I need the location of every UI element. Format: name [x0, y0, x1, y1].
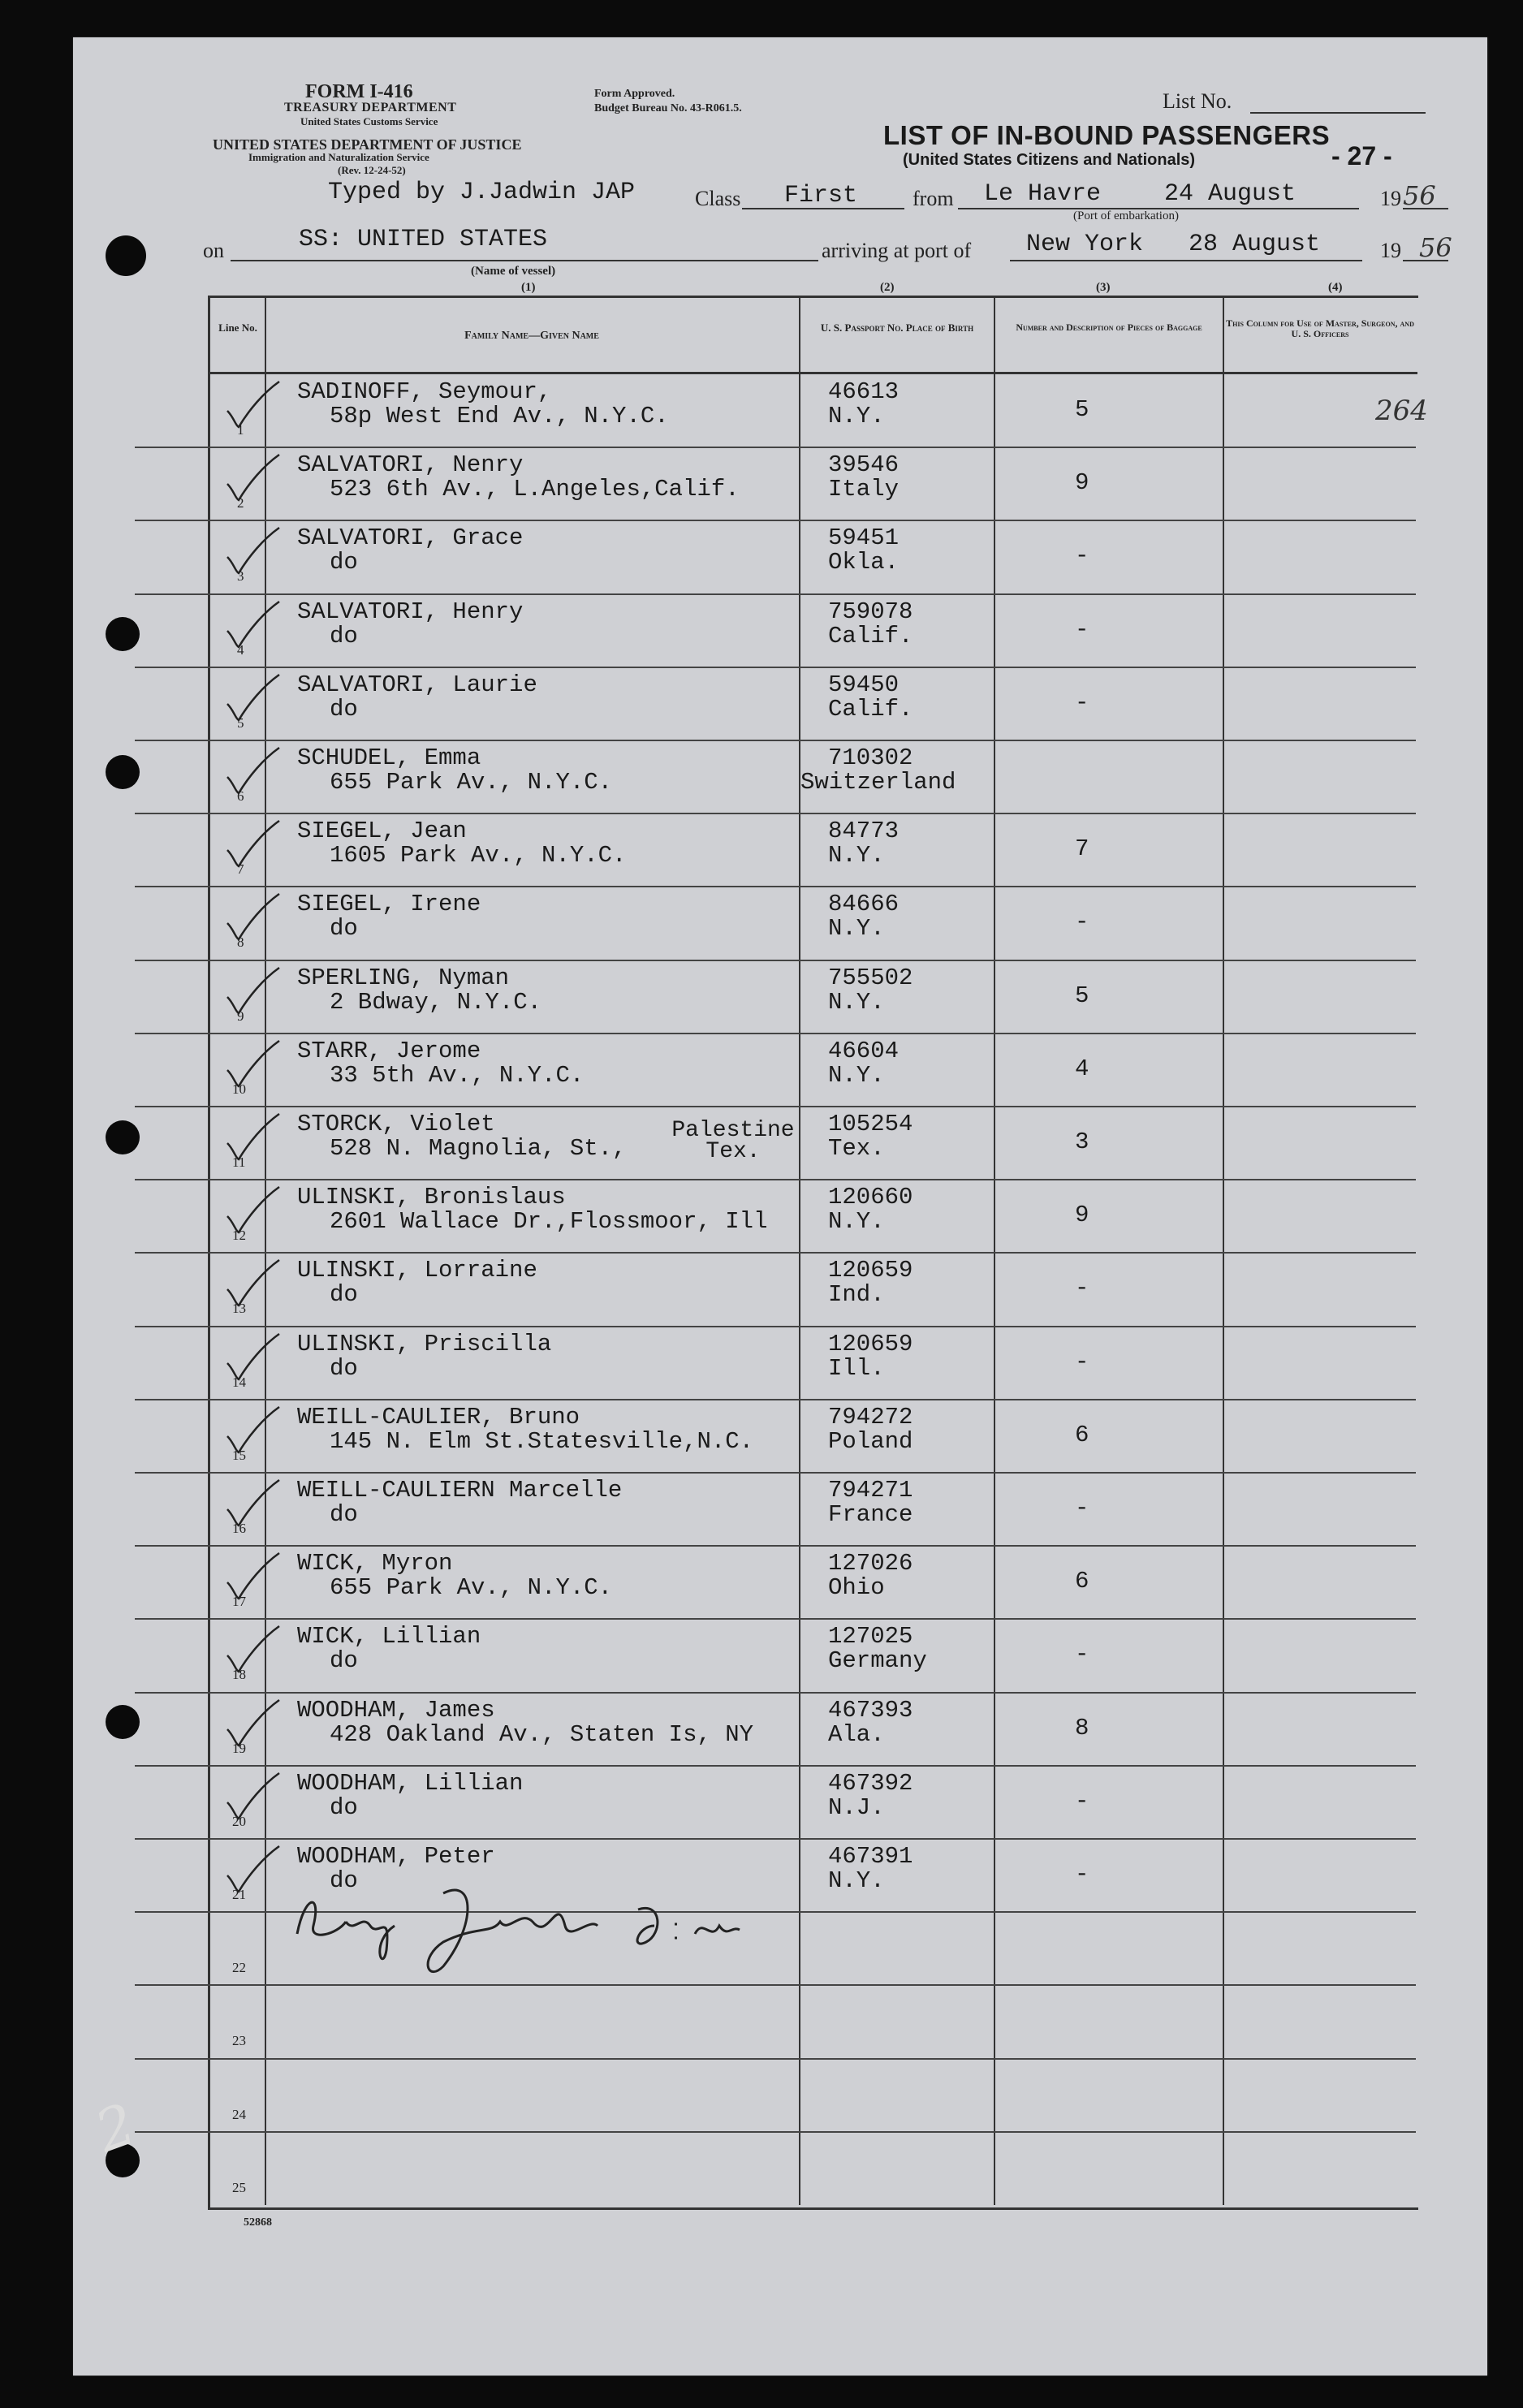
- check-mark-icon: [224, 892, 281, 943]
- check-mark-icon: [224, 1185, 281, 1236]
- immigration-service: Immigration and Naturalization Service: [248, 151, 429, 163]
- line-number: 9: [237, 1008, 244, 1024]
- row-divider: [135, 1326, 1416, 1327]
- line-number: 16: [232, 1521, 246, 1536]
- place-of-birth: Germany: [828, 1647, 927, 1674]
- passenger-name: WOODHAM, Lillian: [297, 1770, 524, 1797]
- check-mark-icon: [224, 1771, 281, 1822]
- line-number: 24: [232, 2107, 246, 2122]
- list-no-label: List No.: [1163, 89, 1232, 113]
- passenger-name: SADINOFF, Seymour,: [297, 378, 552, 405]
- row-divider: [135, 1838, 1416, 1840]
- passenger-name: SIEGEL, Irene: [297, 891, 481, 917]
- baggage-count: 9: [1075, 1202, 1089, 1228]
- list-no-line: [1250, 112, 1426, 114]
- passenger-address: 655 Park Av., N.Y.C.: [330, 769, 613, 796]
- passenger-name: WICK, Myron: [297, 1550, 453, 1577]
- budget-bureau: Budget Bureau No. 43-R061.5.: [594, 102, 742, 114]
- arrival-port: New York: [1026, 231, 1144, 258]
- row-divider: [135, 1765, 1416, 1767]
- baggage-count: 3: [1075, 1128, 1089, 1155]
- passenger-address: 428 Oakland Av., Staten Is, NY: [330, 1721, 754, 1748]
- row-divider: [135, 593, 1416, 595]
- line-number: 23: [232, 2033, 246, 2048]
- document-title: LIST OF IN-BOUND PASSENGERS: [883, 120, 1331, 150]
- typed-by: Typed by J.Jadwin JAP: [328, 179, 636, 206]
- line-number: 4: [237, 642, 244, 658]
- row-divider: [135, 1472, 1416, 1474]
- class-value: First: [784, 182, 858, 209]
- port-embarkation: Le Havre: [984, 180, 1102, 208]
- passenger-name: SIEGEL, Jean: [297, 818, 467, 844]
- passenger-address: do: [330, 696, 358, 723]
- row-divider: [135, 1252, 1416, 1254]
- footer-code: 52868: [244, 2216, 272, 2229]
- passenger-address: do: [330, 1355, 358, 1382]
- passport-number: 84773: [828, 818, 900, 844]
- place-of-birth: Tex.: [828, 1135, 885, 1162]
- col-header-line: Line No.: [218, 321, 257, 334]
- passenger-address: 2601 Wallace Dr.,Flossmoor, Ill: [330, 1208, 768, 1235]
- from-label: from: [913, 187, 954, 210]
- row-divider: [135, 1545, 1416, 1547]
- table-header-rule: [208, 372, 1417, 374]
- passport-number: 794272: [828, 1404, 913, 1431]
- arrival-year: 56: [1419, 232, 1452, 263]
- passenger-address: do: [330, 1794, 358, 1821]
- passport-number: 39546: [828, 451, 900, 478]
- baggage-count: -: [1075, 542, 1089, 569]
- baggage-count: 6: [1075, 1568, 1089, 1595]
- embarkation-year: 56: [1403, 180, 1436, 211]
- class-label: Class: [695, 187, 741, 210]
- place-of-birth: Ohio: [828, 1574, 885, 1601]
- passenger-address: do: [330, 1867, 358, 1894]
- col-header-baggage: Number and Description of Pieces of Baggage: [1016, 321, 1202, 333]
- col-index-4: (4): [1328, 281, 1343, 294]
- revision: (Rev. 12-24-52): [338, 164, 406, 176]
- line-number: 6: [237, 788, 244, 804]
- passenger-name: SPERLING, Nyman: [297, 964, 510, 991]
- place-of-birth: Calif.: [828, 623, 913, 649]
- baggage-count: -: [1075, 689, 1089, 716]
- passenger-address: 523 6th Av., L.Angeles,Calif.: [330, 476, 740, 503]
- line-number: 18: [232, 1667, 246, 1682]
- passenger-address: do: [330, 1501, 358, 1528]
- baggage-count: -: [1075, 908, 1089, 935]
- place-of-birth: N.Y.: [828, 403, 885, 429]
- passport-number: 120659: [828, 1257, 913, 1284]
- arrival-date: 28 August: [1189, 231, 1321, 258]
- passenger-name: SALVATORI, Henry: [297, 598, 524, 625]
- passenger-address: 58p West End Av., N.Y.C.: [330, 403, 669, 429]
- col-index-1: (1): [521, 281, 536, 294]
- vessel-name: SS: UNITED STATES: [299, 226, 548, 253]
- passenger-name: SALVATORI, Laurie: [297, 671, 537, 698]
- line-number: 1: [237, 422, 244, 438]
- place-of-birth: France: [828, 1501, 913, 1528]
- line-number: 10: [232, 1081, 246, 1097]
- baggage-count: 8: [1075, 1715, 1089, 1741]
- line-number: 12: [232, 1228, 246, 1243]
- check-mark-icon: [224, 1698, 281, 1749]
- baggage-count: -: [1075, 1495, 1089, 1521]
- baggage-count: -: [1075, 616, 1089, 643]
- place-of-birth: Ala.: [828, 1721, 885, 1748]
- passenger-address: do: [330, 549, 358, 576]
- passenger-name: WICK, Lillian: [297, 1623, 481, 1650]
- passport-number: 467392: [828, 1770, 913, 1797]
- baggage-count: 9: [1075, 469, 1089, 496]
- row-divider: [135, 2131, 1416, 2133]
- passport-number: 105254: [828, 1111, 913, 1137]
- passenger-address: 2 Bdway, N.Y.C.: [330, 989, 542, 1016]
- passenger-name: SALVATORI, Nenry: [297, 451, 524, 478]
- baggage-count: -: [1075, 1275, 1089, 1301]
- passport-number: 755502: [828, 964, 913, 991]
- col-divider-line: [265, 296, 266, 2205]
- punch-hole: [106, 1705, 140, 1739]
- treasury-dept: TREASURY DEPARTMENT: [284, 101, 457, 114]
- check-mark-icon: [224, 1258, 281, 1309]
- place-of-birth: Calif.: [828, 696, 913, 723]
- col-header-name: Family Name—Given Name: [464, 330, 599, 342]
- baggage-count: 4: [1075, 1055, 1089, 1082]
- passport-number: 467393: [828, 1697, 913, 1724]
- passenger-address: do: [330, 1647, 358, 1674]
- passenger-address-city: Palestine Tex.: [671, 1118, 795, 1164]
- row-divider: [135, 447, 1416, 448]
- passenger-address: do: [330, 623, 358, 649]
- justice-dept: UNITED STATES DEPARTMENT OF JUSTICE: [213, 136, 522, 153]
- passenger-address: do: [330, 1281, 358, 1308]
- row-divider: [135, 2058, 1416, 2060]
- passport-number: 59450: [828, 671, 900, 698]
- punch-hole: [106, 617, 140, 651]
- on-label: on: [203, 239, 224, 262]
- line-number: 17: [232, 1594, 246, 1609]
- baggage-count: -: [1075, 1788, 1089, 1815]
- margin-note: 2: [87, 2090, 145, 2166]
- col-divider-officers: [1223, 296, 1224, 2205]
- place-of-birth: Ill.: [828, 1355, 885, 1382]
- baggage-count: 5: [1075, 982, 1089, 1009]
- line-number: 2: [237, 495, 244, 511]
- document-subtitle: (United States Citizens and Nationals): [903, 151, 1196, 169]
- inspector-signature-drawing: [289, 1877, 825, 1983]
- place-of-birth: N.Y.: [828, 1867, 885, 1894]
- inspector-signature: [325, 1916, 330, 1917]
- line-number: 8: [237, 934, 244, 950]
- check-mark-icon: [224, 453, 281, 503]
- row-divider: [135, 1106, 1416, 1107]
- line-number: 19: [232, 1741, 246, 1756]
- customs-service: United States Customs Service: [300, 115, 438, 127]
- embarkation-date: 24 August: [1164, 180, 1296, 208]
- line-number: 3: [237, 568, 244, 584]
- check-mark-icon: [224, 966, 281, 1016]
- passport-number: 120659: [828, 1331, 913, 1357]
- line-number: 11: [232, 1154, 246, 1170]
- passport-number: 127025: [828, 1623, 913, 1650]
- place-of-birth: N.Y.: [828, 1062, 885, 1089]
- baggage-count: 5: [1075, 396, 1089, 423]
- passenger-name: ULINSKI, Bronislaus: [297, 1184, 566, 1210]
- passport-number: 794271: [828, 1477, 913, 1504]
- arriving-label: arriving at port of: [822, 239, 972, 262]
- baggage-count: 6: [1075, 1422, 1089, 1448]
- passport-number: 46613: [828, 378, 900, 405]
- check-mark-icon: [224, 1625, 281, 1675]
- place-of-birth: Switzerland: [800, 769, 956, 796]
- place-of-birth: Poland: [828, 1428, 913, 1455]
- punch-hole: [106, 235, 146, 276]
- place-of-birth: Ind.: [828, 1281, 885, 1308]
- passenger-name: ULINSKI, Priscilla: [297, 1331, 552, 1357]
- line-number: 7: [237, 861, 244, 877]
- passenger-address: 33 5th Av., N.Y.C.: [330, 1062, 585, 1089]
- baggage-count: -: [1075, 1349, 1089, 1375]
- passenger-address: do: [330, 915, 358, 942]
- col-header-passport: U. S. Passport No. Place of Birth: [820, 321, 974, 334]
- check-mark-icon: [224, 1332, 281, 1383]
- check-mark-icon: [224, 819, 281, 870]
- baggage-count: 7: [1075, 835, 1089, 862]
- passenger-name: WOODHAM, Peter: [297, 1843, 495, 1870]
- passenger-name: ULINSKI, Lorraine: [297, 1257, 537, 1284]
- passenger-address: 145 N. Elm St.Statesville,N.C.: [330, 1428, 754, 1455]
- baggage-count: -: [1075, 1861, 1089, 1888]
- col-divider-baggage: [994, 296, 995, 2205]
- passenger-address: 655 Park Av., N.Y.C.: [330, 1574, 613, 1601]
- check-mark-icon: [224, 746, 281, 796]
- line-number: 20: [232, 1814, 246, 1829]
- check-mark-icon: [224, 380, 281, 430]
- place-of-birth: Okla.: [828, 549, 900, 576]
- check-mark-icon: [224, 1405, 281, 1456]
- check-mark-icon: [224, 600, 281, 650]
- row-divider: [135, 667, 1416, 668]
- passenger-name: SALVATORI, Grace: [297, 524, 524, 551]
- arrival-year-prefix: 19: [1380, 239, 1401, 262]
- baggage-count: -: [1075, 1641, 1089, 1668]
- check-mark-icon: [224, 1845, 281, 1895]
- punch-hole: [106, 1120, 140, 1154]
- row-divider: [135, 1618, 1416, 1620]
- passenger-name: STARR, Jerome: [297, 1038, 481, 1064]
- place-of-birth: N.Y.: [828, 842, 885, 869]
- check-mark-icon: [224, 673, 281, 723]
- check-mark-icon: [224, 526, 281, 576]
- place-of-birth: N.Y.: [828, 1208, 885, 1235]
- passenger-name: STORCK, Violet: [297, 1111, 495, 1137]
- form-approved: Form Approved.: [594, 88, 675, 100]
- vessel-caption: (Name of vessel): [471, 265, 556, 278]
- place-of-birth: N.Y.: [828, 915, 885, 942]
- row-divider: [135, 1984, 1416, 1986]
- passenger-name: WOODHAM, James: [297, 1697, 495, 1724]
- passport-number: 759078: [828, 598, 913, 625]
- passport-number: 467391: [828, 1843, 913, 1870]
- passenger-name: WEILL-CAULIER, Bruno: [297, 1404, 580, 1431]
- line-number: 5: [237, 715, 244, 731]
- page-number: - 27 -: [1331, 141, 1392, 170]
- row-divider: [135, 1033, 1416, 1034]
- row-divider: [135, 1399, 1416, 1400]
- line-number: 21: [232, 1887, 246, 1902]
- year-prefix: 19: [1380, 187, 1401, 210]
- line-number: 14: [232, 1374, 246, 1390]
- row-divider: [135, 1692, 1416, 1694]
- passport-number: 59451: [828, 524, 900, 551]
- place-of-birth: N.J.: [828, 1794, 885, 1821]
- passport-number: 127026: [828, 1550, 913, 1577]
- row-divider: [135, 886, 1416, 887]
- line-number: 25: [232, 2180, 246, 2195]
- passenger-name: WEILL-CAULIERN Marcelle: [297, 1477, 623, 1504]
- place-of-birth: Italy: [828, 476, 900, 503]
- arrival-line: [1010, 260, 1362, 261]
- check-mark-icon: [224, 1551, 281, 1602]
- passport-number: 710302: [828, 744, 913, 771]
- col-header-officers: This Column for Use of Master, Surgeon, and U. S. Officers: [1226, 317, 1414, 339]
- passport-number: 120660: [828, 1184, 913, 1210]
- vessel-line: [231, 260, 818, 261]
- check-mark-icon: [224, 1478, 281, 1529]
- passenger-address: 1605 Park Av., N.Y.C.: [330, 842, 627, 869]
- row-divider: [135, 1179, 1416, 1180]
- passport-number: 84666: [828, 891, 900, 917]
- check-mark-icon: [224, 1112, 281, 1163]
- row-divider: [135, 813, 1416, 814]
- row-divider: [135, 520, 1416, 521]
- punch-hole: [106, 755, 140, 789]
- row-divider: [135, 740, 1416, 741]
- line-number: 22: [232, 1960, 246, 1975]
- col-index-2: (2): [880, 281, 895, 294]
- passenger-address: 528 N. Magnolia, St.,: [330, 1135, 627, 1162]
- passenger-name: SCHUDEL, Emma: [297, 744, 481, 771]
- port-embark-caption: (Port of embarkation): [1073, 209, 1179, 222]
- col-index-3: (3): [1096, 281, 1111, 294]
- form-number: FORM I-416: [305, 81, 413, 102]
- line-number: 13: [232, 1301, 246, 1316]
- line-number: 15: [232, 1448, 246, 1463]
- row-divider: [135, 960, 1416, 961]
- passport-number: 46604: [828, 1038, 900, 1064]
- officer-note: 264: [1375, 395, 1428, 427]
- check-mark-icon: [224, 1039, 281, 1090]
- place-of-birth: N.Y.: [828, 989, 885, 1016]
